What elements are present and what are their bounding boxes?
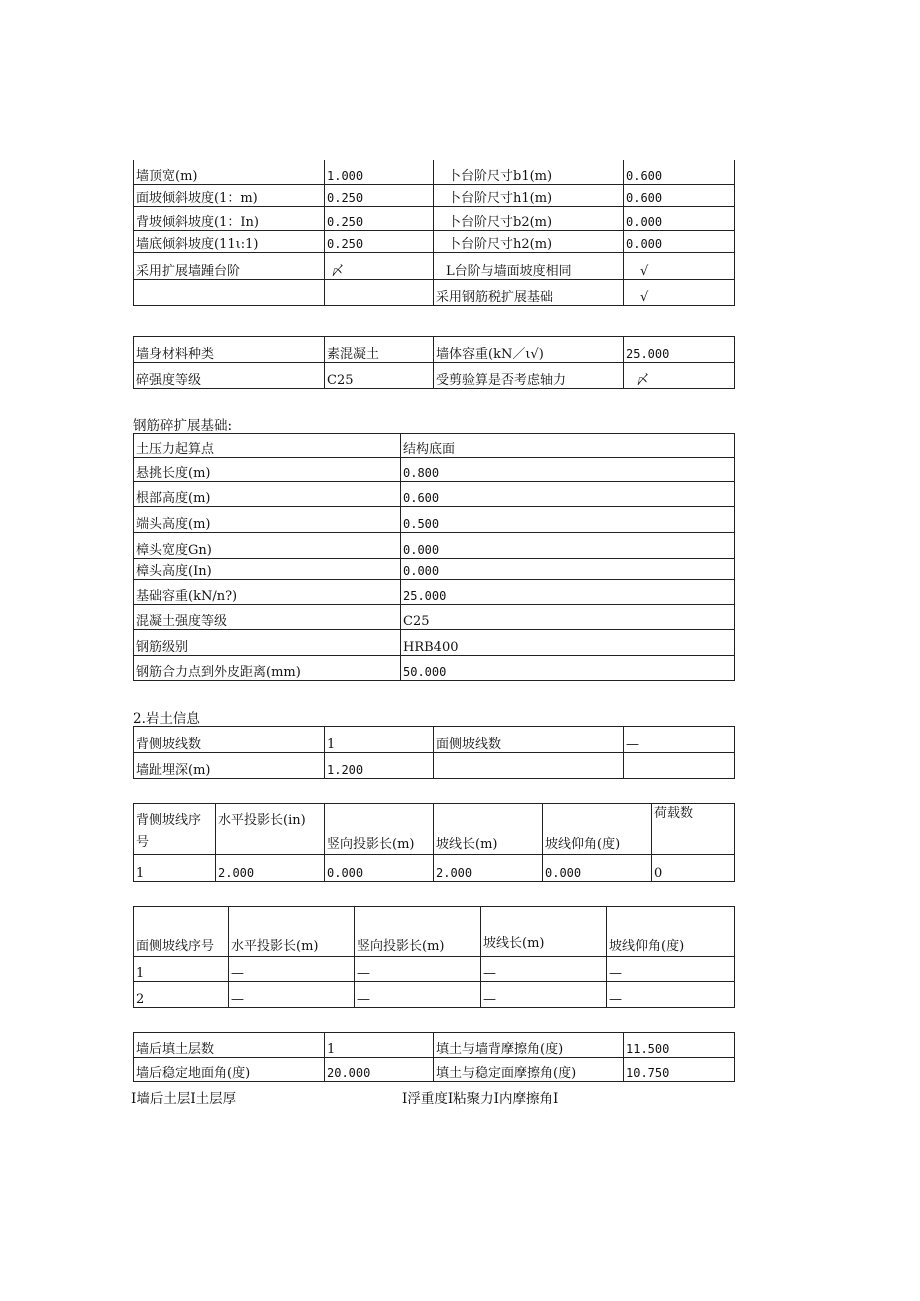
cell: 墙后填土层数 [134, 1033, 325, 1058]
cell: 卜台阶尺寸b2(m) [434, 206, 624, 230]
cell: 0.250 [325, 206, 434, 230]
cell: 碎强度等级 [134, 363, 325, 389]
cell: 0 [652, 855, 735, 882]
cell: 1 [134, 855, 216, 882]
cell: 卜台阶尺寸b1(m) [434, 160, 624, 184]
cell: C25 [325, 363, 434, 389]
table-row [134, 533, 735, 559]
cell: 面坡倾斜坡度(1：m) [134, 184, 325, 206]
cell: — [355, 957, 481, 982]
soil-layer-header-right: I浮重度I粘聚力I内摩擦角I [402, 1091, 559, 1107]
table-row [134, 559, 735, 580]
cell: — [624, 727, 735, 753]
cross-mark: 〆 [325, 252, 434, 279]
table-row [134, 434, 735, 458]
slope-count-table [133, 726, 734, 779]
cell: 0.000 [543, 855, 652, 882]
table-header-row [134, 804, 735, 855]
cell: 背坡倾斜坡度(1：In) [134, 206, 325, 230]
table-row [134, 337, 735, 363]
cell [134, 279, 325, 305]
cell: 采用扩展墙踵台阶 [134, 252, 325, 279]
cell: 20.000 [325, 1058, 434, 1082]
table-row [134, 458, 735, 482]
rc-foundation-table [133, 433, 734, 681]
cell: 25.000 [624, 337, 735, 363]
cell: 1.000 [325, 160, 434, 184]
header-cell: 竖向投影长(m) [355, 907, 481, 957]
cell: 土压力起算点 [134, 434, 401, 458]
cell: 11.500 [624, 1033, 735, 1058]
table-header-row [134, 907, 735, 957]
cell: 1 [134, 957, 229, 982]
cell: 填土与稳定面摩擦角(度) [434, 1058, 624, 1082]
check-mark: √ [624, 279, 735, 305]
table-row [134, 727, 735, 753]
table-row [134, 656, 735, 681]
cell: 0.000 [401, 559, 735, 580]
cell: 50.000 [401, 656, 735, 681]
cell: — [607, 957, 735, 982]
cell: 0.800 [401, 458, 735, 482]
cell: 樟头高度(In) [134, 559, 401, 580]
backfill-table [133, 1032, 734, 1082]
cell: 基础容重(kN/n?) [134, 580, 401, 605]
cell: 结构底面 [401, 434, 735, 458]
cell: 墙顶宽(m) [134, 160, 325, 184]
cell: 面侧坡线数 [434, 727, 624, 753]
cell: 钢筋级别 [134, 630, 401, 656]
cell: 墙体容重(kN／ι√) [434, 337, 624, 363]
cell: 填土与墙背摩擦角(度) [434, 1033, 624, 1058]
header-cell: 坡线长(m) [434, 804, 543, 855]
table-row [134, 482, 735, 507]
table-row [134, 753, 735, 779]
cell: HRB400 [401, 630, 735, 656]
cell [624, 753, 735, 779]
cell: 1 [325, 727, 434, 753]
header-cell: 水平投影长(in) [216, 804, 325, 855]
cell: 钢筋合力点到外皮距离(mm) [134, 656, 401, 681]
wall-geometry-table [133, 160, 734, 306]
table-row [134, 630, 735, 656]
cell: 墙底倾斜坡度(11ι:1) [134, 230, 325, 252]
table-row [134, 1058, 735, 1082]
table-row [134, 230, 735, 252]
table-row [134, 279, 735, 305]
header-cell: 背侧坡线序号 [134, 804, 216, 855]
material-table [133, 336, 734, 389]
table-row [134, 184, 735, 206]
cell: 1 [325, 1033, 434, 1058]
cell: 悬挑长度(m) [134, 458, 401, 482]
cell: 卜台阶尺寸h1(m) [434, 184, 624, 206]
cell: 1.200 [325, 753, 434, 779]
cell: 端头高度(m) [134, 507, 401, 533]
cell: 采用钢筋税扩展基础 [434, 279, 624, 305]
cell: — [229, 982, 355, 1008]
cell [325, 279, 434, 305]
table-row [134, 507, 735, 533]
table-row [134, 957, 735, 982]
section-title-soil-info: 2.岩土信息 [133, 711, 200, 727]
cell: 0.000 [624, 230, 735, 252]
header-cell: 坡线仰角(度) [607, 907, 735, 957]
cell: L台阶与墙面坡度相同 [434, 252, 624, 279]
header-cell: 水平投影长(m) [229, 907, 355, 957]
cell: 混凝土强度等级 [134, 605, 401, 630]
cell: 卜台阶尺寸h2(m) [434, 230, 624, 252]
cell: 0.250 [325, 184, 434, 206]
cell: 素混凝土 [325, 337, 434, 363]
cell: 25.000 [401, 580, 735, 605]
header-cell: 荷载数 [652, 804, 735, 855]
cell: — [355, 982, 481, 1008]
cell: — [481, 957, 607, 982]
cell: 2 [134, 982, 229, 1008]
table-row [134, 160, 735, 184]
cell: — [229, 957, 355, 982]
cell: 10.750 [624, 1058, 735, 1082]
face-slope-table [133, 906, 734, 1008]
cell: 墙趾埋深(m) [134, 753, 325, 779]
table-row [134, 605, 735, 630]
table-row [134, 252, 735, 279]
section-title-rc-foundation: 钢筋碎扩展基础: [133, 418, 233, 434]
cell: — [607, 982, 735, 1008]
cell: 0.000 [401, 533, 735, 559]
soil-layer-header-left: I墙后土层I土层厚 [131, 1091, 237, 1107]
cell: C25 [401, 605, 735, 630]
header-cell: 面侧坡线序号 [134, 907, 229, 957]
cell: 2.000 [434, 855, 543, 882]
cell: 墙身材料种类 [134, 337, 325, 363]
table-row [134, 1033, 735, 1058]
header-cell: 竖向投影长(m) [325, 804, 434, 855]
table-row [134, 206, 735, 230]
table-row [134, 363, 735, 389]
table-row [134, 982, 735, 1008]
cell: 0.000 [325, 855, 434, 882]
cell: — [481, 982, 607, 1008]
table-row [134, 855, 735, 882]
cell: 0.600 [401, 482, 735, 507]
check-mark: √ [624, 252, 735, 279]
cell: 0.600 [624, 160, 735, 184]
cell: 0.250 [325, 230, 434, 252]
header-cell: 坡线长(m) [481, 907, 607, 957]
back-slope-table [133, 803, 734, 882]
cell: 受剪验算是否考虑轴力 [434, 363, 624, 389]
cell: 0.600 [624, 184, 735, 206]
cell: 2.000 [216, 855, 325, 882]
cell: 根部高度(m) [134, 482, 401, 507]
cell: 0.500 [401, 507, 735, 533]
header-cell: 坡线仰角(度) [543, 804, 652, 855]
cell: 背侧坡线数 [134, 727, 325, 753]
cell: 墙后稳定地面角(度) [134, 1058, 325, 1082]
cell [434, 753, 624, 779]
table-row [134, 580, 735, 605]
cross-mark: 〆 [624, 363, 735, 389]
cell: 0.000 [624, 206, 735, 230]
cell: 樟头宽度Gn) [134, 533, 401, 559]
